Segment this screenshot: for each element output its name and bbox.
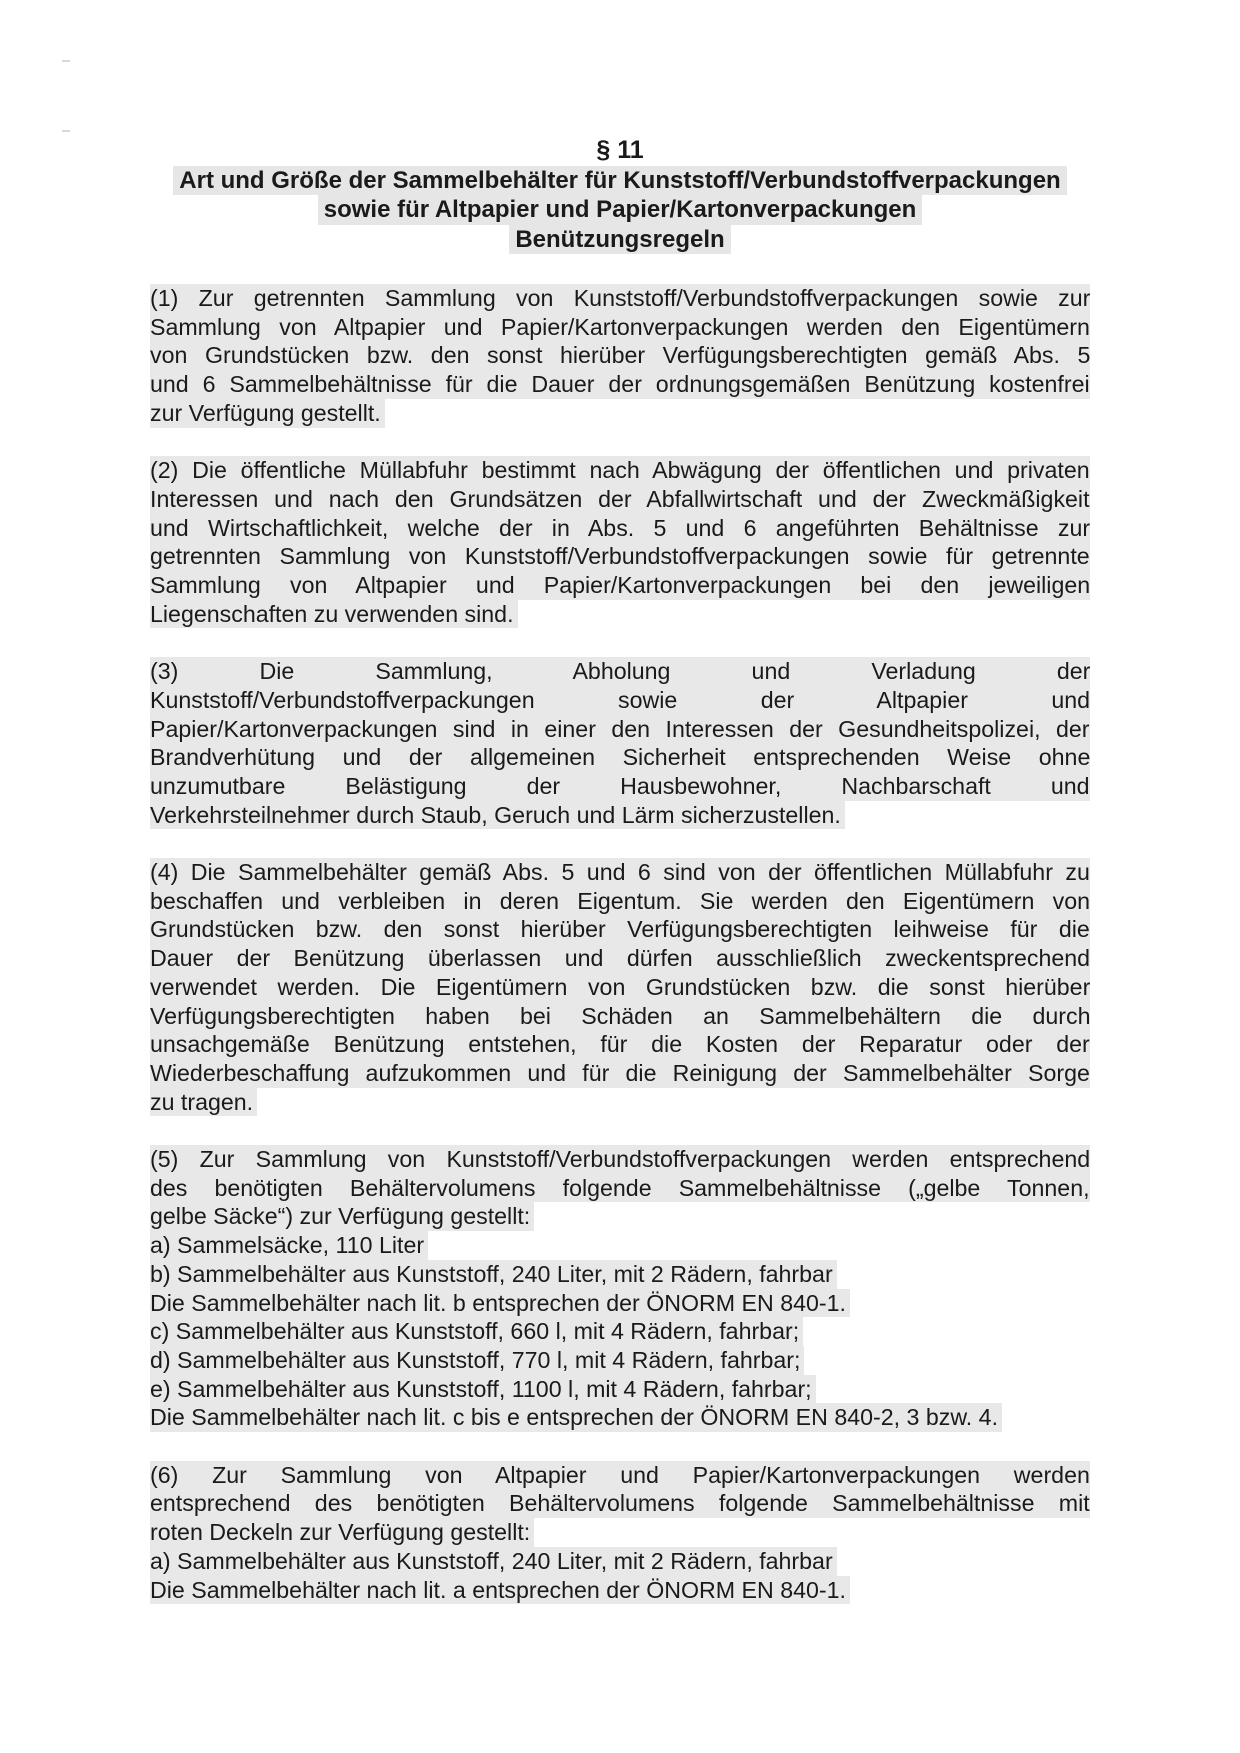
paragraph-line: entsprechend des benötigten Behältervolumens folgende Sammelbehältnisse mit [150,1490,1090,1517]
paragraph-line: Liegenschaften zu verwenden sind. [150,600,518,629]
paragraph-line: Die Sammelbehälter nach lit. a entsprechen der ÖNORM EN 840-1. [150,1576,850,1605]
section-number: § 11 [596,136,644,164]
paragraph-6 [150,1461,1090,1605]
paragraph-line: (1) Zur getrennten Sammlung von Kunststoff/Verbundstoffverpackungen sowie zur [150,285,1091,311]
section-title-line-1: Art und Größe der Sammelbehälter für Kunststoff/Verbundstoffverpackungen [173,166,1066,196]
paragraph-line: Interessen und nach den Grundsätzen der Abfallwirtschaft und der Zweckmäßigkeit [150,485,1090,512]
paragraph-line: (3) Die Sammlung, Abholung und Verladung der [150,658,1091,685]
paragraph-line: getrennten Sammlung von Kunststoff/Verbundstoffverpackungen sowie für getrennte [150,543,1090,570]
paragraph-line: Brandverhütung und der allgemeinen Sicherheit entsprechenden Weise ohne [150,744,1091,771]
paragraph-2 [150,456,1090,628]
paragraph-line: e) Sammelbehälter aus Kunststoff, 1100 l, mit 4 Rädern, fahrbar; [150,1375,816,1404]
paragraph-line: d) Sammelbehälter aus Kunststoff, 770 l, mit 4 Rädern, fahrbar; [150,1346,804,1375]
paragraph-line: beschaffen und verbleiben in deren Eigentum. Sie werden den Eigentümern von [150,887,1090,914]
scan-artifact [62,130,70,132]
section-heading [150,136,1090,254]
paragraph-line: zu tragen. [150,1088,257,1117]
paragraph-line: Die Sammelbehälter nach lit. b entsprechen der ÖNORM EN 840-1. [150,1289,850,1318]
paragraph-line: Papier/Kartonverpackungen sind in einer den Interessen der Gesundheitspolizei, der [150,715,1090,742]
paragraph-line: und Wirtschaftlichkeit, welche der in Abs. 5 und 6 angeführten Behältnisse zur [150,514,1091,541]
paragraph-line: Verkehrsteilnehmer durch Staub, Geruch und Lärm sicherzustellen. [150,801,845,830]
paragraph-line: (2) Die öffentliche Müllabfuhr bestimmt nach Abwägung der öffentlichen und privaten [150,457,1090,484]
paragraph-line: (4) Die Sammelbehälter gemäß Abs. 5 und 6 sind von der öffentlichen Müllabfuhr zu [150,859,1090,886]
paragraph-line: und 6 Sammelbehältnisse für die Dauer der ordnungsgemäßen Benützung kostenfrei [150,371,1090,398]
paragraph-line: (6) Zur Sammlung von Altpapier und Papier/Kartonverpackungen werden [150,1461,1090,1488]
paragraph-line: roten Deckeln zur Verfügung gestellt: [150,1518,534,1547]
section-title-line-2: sowie für Altpapier und Papier/Kartonverpackungen [318,195,923,225]
document-body [150,284,1090,1633]
paragraph-line: c) Sammelbehälter aus Kunststoff, 660 l, mit 4 Rädern, fahrbar; [150,1317,803,1346]
paragraph-line: des benötigten Behältervolumens folgende Sammelbehältnisse („gelbe Tonnen, [150,1174,1090,1201]
paragraph-5 [150,1145,1090,1432]
paragraph-3 [150,657,1090,829]
paragraph-line: unsachgemäße Benützung entstehen, für die Kosten der Reparatur oder der [150,1031,1090,1058]
paragraph-1 [150,284,1090,428]
paragraph-line: gelbe Säcke“) zur Verfügung gestellt: [150,1202,534,1231]
paragraph-line: verwendet werden. Die Eigentümern von Grundstücken bzw. die sonst hierüber [150,973,1091,1000]
paragraph-line: Sammlung von Altpapier und Papier/Kartonverpackungen werden den Eigentümern [150,313,1090,340]
section-subtitle: Benützungsregeln [509,225,730,255]
paragraph-line: von Grundstücken bzw. den sonst hierüber Verfügungsberechtigten gemäß Abs. 5 [150,342,1091,369]
paragraph-line: Verfügungsberechtigten haben bei Schäden an Sammelbehältern die durch [150,1002,1091,1029]
paragraph-line: zur Verfügung gestellt. [150,399,385,428]
paragraph-line: Kunststoff/Verbundstoffverpackungen sowie der Altpapier und [150,686,1091,713]
paragraph-line: Grundstücken bzw. den sonst hierüber Verfügungsberechtigten leihweise für die [150,916,1090,943]
paragraph-line: unzumutbare Belästigung der Hausbewohner, Nachbarschaft und [150,772,1090,799]
paragraph-line: Sammlung von Altpapier und Papier/Kartonverpackungen bei den jeweiligen [150,572,1091,599]
scan-artifact [62,60,70,62]
paragraph-4 [150,858,1090,1116]
paragraph-line: Die Sammelbehälter nach lit. c bis e entsprechen der ÖNORM EN 840-2, 3 bzw. 4. [150,1403,1002,1432]
paragraph-line: (5) Zur Sammlung von Kunststoff/Verbundstoffverpackungen werden entsprechend [150,1146,1091,1173]
paragraph-line: a) Sammelbehälter aus Kunststoff, 240 Liter, mit 2 Rädern, fahrbar [150,1547,837,1576]
paragraph-line: a) Sammelsäcke, 110 Liter [150,1231,428,1260]
paragraph-line: Wiederbeschaffung aufzukommen und für die Reinigung der Sammelbehälter Sorge [150,1059,1090,1086]
paragraph-line: b) Sammelbehälter aus Kunststoff, 240 Liter, mit 2 Rädern, fahrbar [150,1260,837,1289]
paragraph-line: Dauer der Benützung überlassen und dürfen ausschließlich zweckentsprechend [150,945,1091,972]
